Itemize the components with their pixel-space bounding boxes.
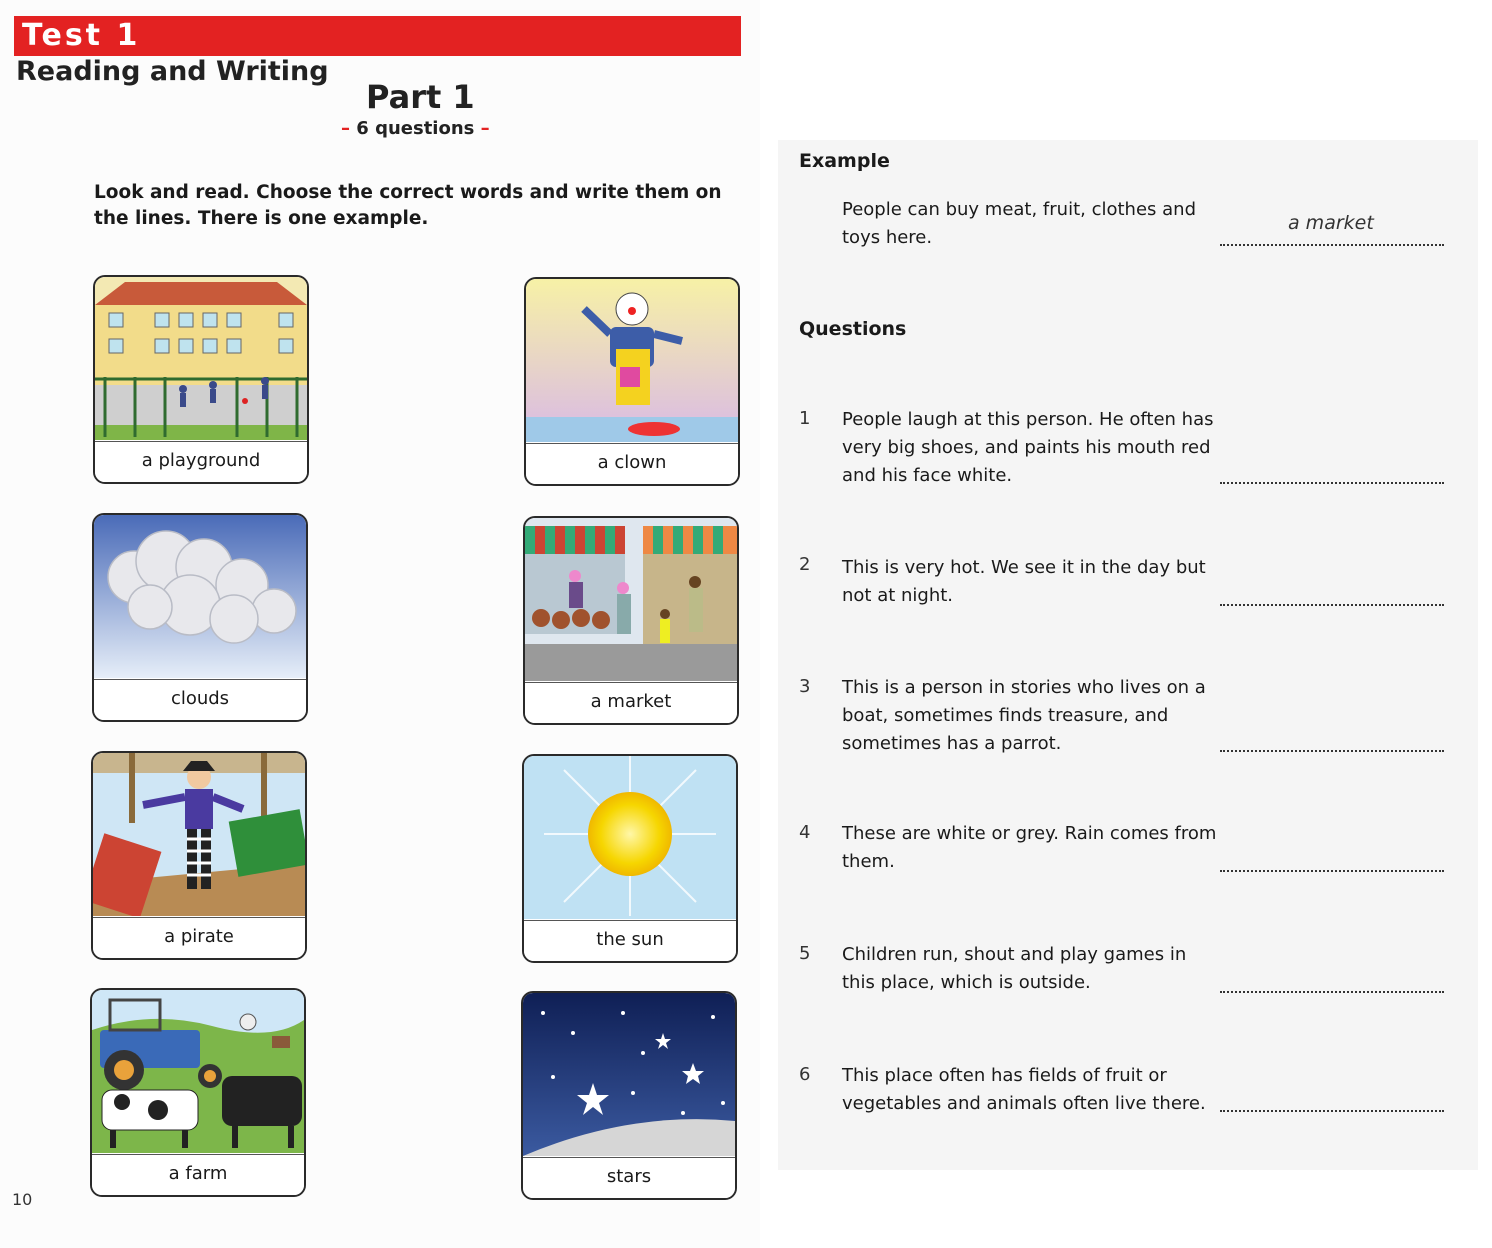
question-number: 1 [799,408,811,429]
part-subtitle-text: 6 questions [356,118,475,139]
picture-label: a pirate [93,917,305,958]
example-text: People can buy meat, fruit, clothes and toys here. [842,199,1196,248]
answer-line[interactable] [1220,748,1444,752]
picture-card [90,988,306,1197]
picture-card [93,275,309,484]
sun-icon [524,756,736,919]
right-page [778,140,1478,1170]
clown-icon [526,279,738,442]
picture-card [92,513,308,722]
picture-card [524,277,740,486]
question-text: People laugh at this person. He often has very big shoes, and paints his mouth red and his face white. [842,409,1214,486]
example-answer-line [1220,242,1444,246]
example-heading: Example [799,150,890,172]
pirate-icon [93,753,305,916]
answer-line[interactable] [1220,480,1444,484]
question-number: 4 [799,822,811,843]
picture-card [523,516,739,725]
section-title: Reading and Writing [16,56,329,87]
test-banner: Test 1 [14,16,741,56]
questions-heading: Questions [799,318,907,340]
answer-line[interactable] [1220,868,1444,872]
question-text: Children run, shout and play games in this place, which is outside. [842,944,1187,993]
picture-label: stars [523,1157,735,1198]
question-text: These are white or grey. Rain comes from them. [842,823,1217,872]
picture-label: a playground [95,441,307,482]
picture-label: the sun [524,920,736,961]
question-number: 3 [799,676,811,697]
picture-card [521,991,737,1200]
playground-icon [95,277,307,440]
part-title: Part 1 [366,78,475,116]
answer-line[interactable] [1220,989,1444,993]
market-icon [525,518,737,681]
clouds-icon [94,515,306,678]
answer-line[interactable] [1220,602,1444,606]
question-text: This is very hot. We see it in the day but not at night. [842,557,1206,606]
instructions: Look and read. Choose the correct words and write them on the lines. There is one example. [94,182,722,229]
picture-label: a farm [92,1154,304,1195]
picture-card [522,754,738,963]
picture-label: a market [525,682,737,723]
question-text: This is a person in stories who lives on a boat, sometimes finds treasure, and sometimes has a parrot. [842,677,1206,754]
picture-label: clouds [94,679,306,720]
answer-line[interactable] [1220,1108,1444,1112]
picture-label: a clown [526,443,738,484]
picture-card [91,751,307,960]
page-number: 10 [12,1190,33,1209]
farm-icon [92,990,304,1153]
question-text: This place often has fields of fruit or vegetables and animals often live there. [842,1065,1206,1114]
question-number: 2 [799,554,811,575]
question-number: 6 [799,1064,811,1085]
part-subtitle: – 6 questions – [341,118,490,139]
question-number: 5 [799,943,811,964]
stars-icon [523,993,735,1156]
example-answer: a market [1288,212,1374,234]
